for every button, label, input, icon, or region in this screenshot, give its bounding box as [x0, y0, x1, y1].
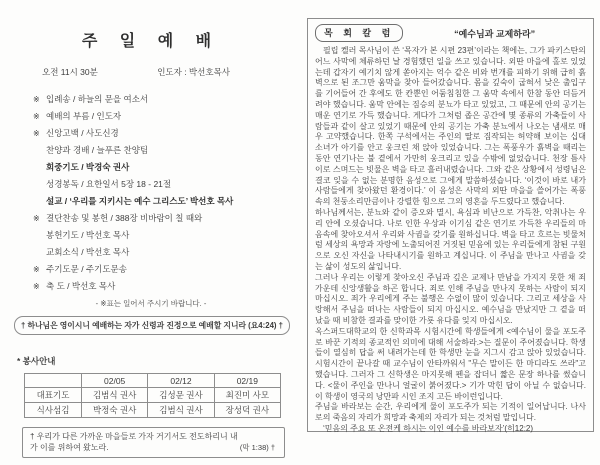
order-item-processional [33, 91, 302, 108]
row-label: 식사섬김 [25, 403, 82, 418]
column-closing-verse: ‘믿음의 주요 또 온전케 하시는 이인 예수를 바라보자’(히12:2) [323, 423, 534, 433]
standing-marker: ※ [33, 112, 40, 121]
column-body [315, 46, 586, 435]
order-item-praise [33, 142, 302, 159]
order-item-text: 결단찬송 및 봉헌 / 388장 비바람이 칠 때와 [46, 213, 203, 223]
column-paragraph: 하나님께서는, 분뇨와 같이 증오와 멸시, 욕심과 비난으로 가득찬, 악취나는 우리 안에 오셨습니다. 나로 인한 우상과 이기심 같은 연기로 가득찬 우리들의 마음속에 찾아오셔서 우리와 사귐을 갖기를 원하십니다. 벽을 타고 흐르는 빗물처럼 세상의 욕망과 자랑에 노출되어진 거짓된 믿음에 있는 우리들에게 참된 구원으로 오신 자신을 나타내시기를 원하고 계십니다. 이 주님을 만나고 사귐을 갖는 삶이 성도의 삶입니다. [315, 207, 586, 271]
order-item-benediction [33, 278, 302, 295]
worship-order-list [33, 91, 302, 295]
table-header-date: 02/05 [82, 374, 148, 388]
order-item-text: 봉헌기도 / 박선호 목사 [46, 230, 130, 240]
column-paragraph: 주님을 바라보는 순간, 우리에게 물이 포도주가 되는 기적이 일어납니다. 나사로의 죽음의 자리가 희망과 축제의 자리가 되는 것처럼 말입니다. [315, 402, 586, 423]
order-item-announcements [33, 244, 302, 261]
order-item-scripture-reading [33, 176, 302, 193]
order-item-creed [33, 125, 302, 142]
table-cell: 김범식 권사 [148, 403, 214, 418]
pastoral-column-page [307, 18, 594, 432]
order-item-text: 입례송 / 하늘의 문을 여소서 [46, 94, 149, 104]
table-row [25, 388, 281, 403]
order-item-text: 예배의 부름 / 인도자 [46, 111, 122, 121]
table-cell: 박정숙 권사 [82, 403, 148, 418]
order-item-offering-prayer [33, 227, 302, 244]
column-paragraph: 옥스퍼드대학교의 한 신학과목 시험시간에 학생들에게 <예수님이 물을 포도주로 바꾼 기적의 종교적인 의미에 대해 서술하라.>는 질문이 주어졌습니다. 학생들이 열심히 답을 써 내려가는데 한 학생만 눈을 지그시 감고 앉아 있었습니다. 시험시간이 끝나갈 때 교수님이 안타까워서 "무슨 말이든 한 마디라도 쓰라"고 했습니다. 그러자 그 신학생은 마지못해 펜을 잡더니 짧은 문장 하나를 썼습니다. <물이 주인을 만나니 얼굴이 붉어졌다.> 기가 막힌 답이 아닐 수 없습니다. 이 학생이 영국의 낭만파 시인 조지 고든 바이런입니다. [315, 326, 586, 401]
order-item-lords-prayer [33, 261, 302, 278]
table-header-date: 02/19 [214, 374, 280, 388]
order-item-text: 축 도 / 박선호 목사 [46, 281, 116, 291]
table-row [25, 403, 281, 418]
order-item-text: 신앙고백 / 사도신경 [46, 128, 119, 138]
column-paragraph: 필립 켈러 목사님이 쓴 ‘목자가 본 시편 23편’이라는 책에는, 그가 파키스탄의 어느 사막에 체류하던 날 경험했던 일을 쓰고 있습니다. 외딴 마을에 홀로 있었는데 갑자기 예기치 않게 쏟아지는 억수 같은 비와 번개를 피하기 위해 급히 흙벽으로 된 조그만 움막을 찾아 들어갔습니다. 몸을 깊숙이 굽혀서 낮은 출입구를 기어들어 간 후에도 한 칸뿐인 어둠침침한 그 움막 속에서 한참 동안 더듬거려야 했습니다. 움막 안에는 짐승의 분뇨가 타고 있었고, 그 때문에 안의 공기는 매운 연기로 가득 했습니다. 게다가 그처럼 좁은 공간에 몇 종류의 가축들이 사람들과 같이 살고 있었기 때문에 안의 공기는 가축 분뇨에서 나오는 냄새로 매우 고약했습니다. 한쪽 구석에서는 주인의 딸로 짐작되는 허약해 보이는 십대 소녀가 아기를 안고 웅크린 채 앉아 있었습니다. 그는 폭풍우가 흙벽을 때리는 동안 연기나는 불 곁에서 가만히 웅크리고 있을 수밖에 없었습니다. 천장 틈사이로 스며드는 빗물은 벽을 타고 흘러내렸습니다. 그와 같은 상황에서 성령님은 결코 잊을 수 없는 분명한 음성으로 그에게 말씀하셨습니다. ‘이것이 바로 내가 사람들에게 찾아왔던 환경이다.’ 이 음성은 사막의 외딴 마을을 쓸어가는 폭풍 속의 천둥소리만큼이나 강렬한 힘으로 그의 영혼을 두드렸다고 했습니다. [315, 46, 586, 207]
table-cell: 김성문 권사 [148, 388, 214, 403]
standing-instruction-note: - ※표는 일어서 주시기 바랍니다. - [95, 299, 207, 308]
order-item-text: 회중기도 / 박경숙 권사 [46, 162, 130, 172]
standing-marker: ※ [33, 214, 40, 223]
column-label-badge: 목 회 칼 럼 [315, 24, 403, 42]
order-item-text: 설교 / ‘우리를 지키시는 예수 그리스도’ 박선호 목사 [46, 196, 234, 206]
order-item-congregational-prayer [33, 159, 302, 176]
order-item-text: 성경봉독 / 요한일서 5장 18 - 21절 [46, 179, 172, 189]
standing-marker: ※ [33, 282, 40, 291]
column-title: “예수님과 교제하라” [454, 28, 536, 39]
order-item-sermon [33, 193, 302, 210]
table-header-row [25, 374, 281, 388]
service-time: 오전 11시 30분 [42, 67, 98, 77]
table-cell: 김범식 권사 [82, 388, 148, 403]
order-item-call-to-worship [33, 108, 302, 125]
column-header [315, 25, 586, 41]
service-schedule-table [24, 373, 281, 418]
standing-marker: ※ [33, 129, 40, 138]
order-item-text: 주기도문 / 주기도문송 [46, 264, 127, 274]
table-header-blank [25, 374, 82, 388]
table-cell: 장성덕 권사 [214, 403, 280, 418]
table-header-date: 02/12 [148, 374, 214, 388]
service-leader: 인도자 : 박선호목사 [157, 67, 230, 77]
verse-box-mark-1-38 [22, 427, 285, 458]
order-item-text: 찬양과 경배 / 늘푸른 찬양팀 [46, 145, 149, 155]
verse-box-john-4-24: † 하나님은 영이시니 예배하는 자가 신령과 진정으로 예배할 지니라 (요4:24) † [14, 316, 290, 335]
page-title: 주 일 예 배 [81, 33, 221, 50]
table-cell: 최진미 사모 [214, 388, 280, 403]
service-guide-heading: * 봉사안내 [17, 356, 56, 366]
standing-marker: ※ [33, 265, 40, 274]
row-label: 대표기도 [25, 388, 82, 403]
column-paragraph: 그러나 우리는 이렇게 찾아오신 주님과 깊은 교제나 만남을 가지지 못한 채 죄 가운데 신앙생활을 하곤 합니다. 죄로 인해 주님을 만나지 못하는 사람이 되지 마십시오. 죄가 우리에게 주는 불행은 수없이 많이 있습니다. 그리고 세상을 사랑해서 주님을 떠나는 사람들이 되지 마십시오. 예수님을 만났지만 그 곁을 떠났을 때 비참한 결과를 맞이한 가룟 유다를 잊지 마십시오. [315, 272, 586, 325]
verse-reference: (막 1:38) † [239, 443, 275, 452]
service-info-row [42, 66, 230, 78]
order-item-hymn-offering [33, 210, 302, 227]
order-item-text: 교회소식 / 박선호 목사 [46, 247, 130, 257]
verse-text: † 우리가 다른 가까운 마을들로 가자 거기서도 전도하리니 내가 이를 위하여 왔노라. [30, 432, 238, 452]
standing-marker: ※ [33, 95, 40, 104]
